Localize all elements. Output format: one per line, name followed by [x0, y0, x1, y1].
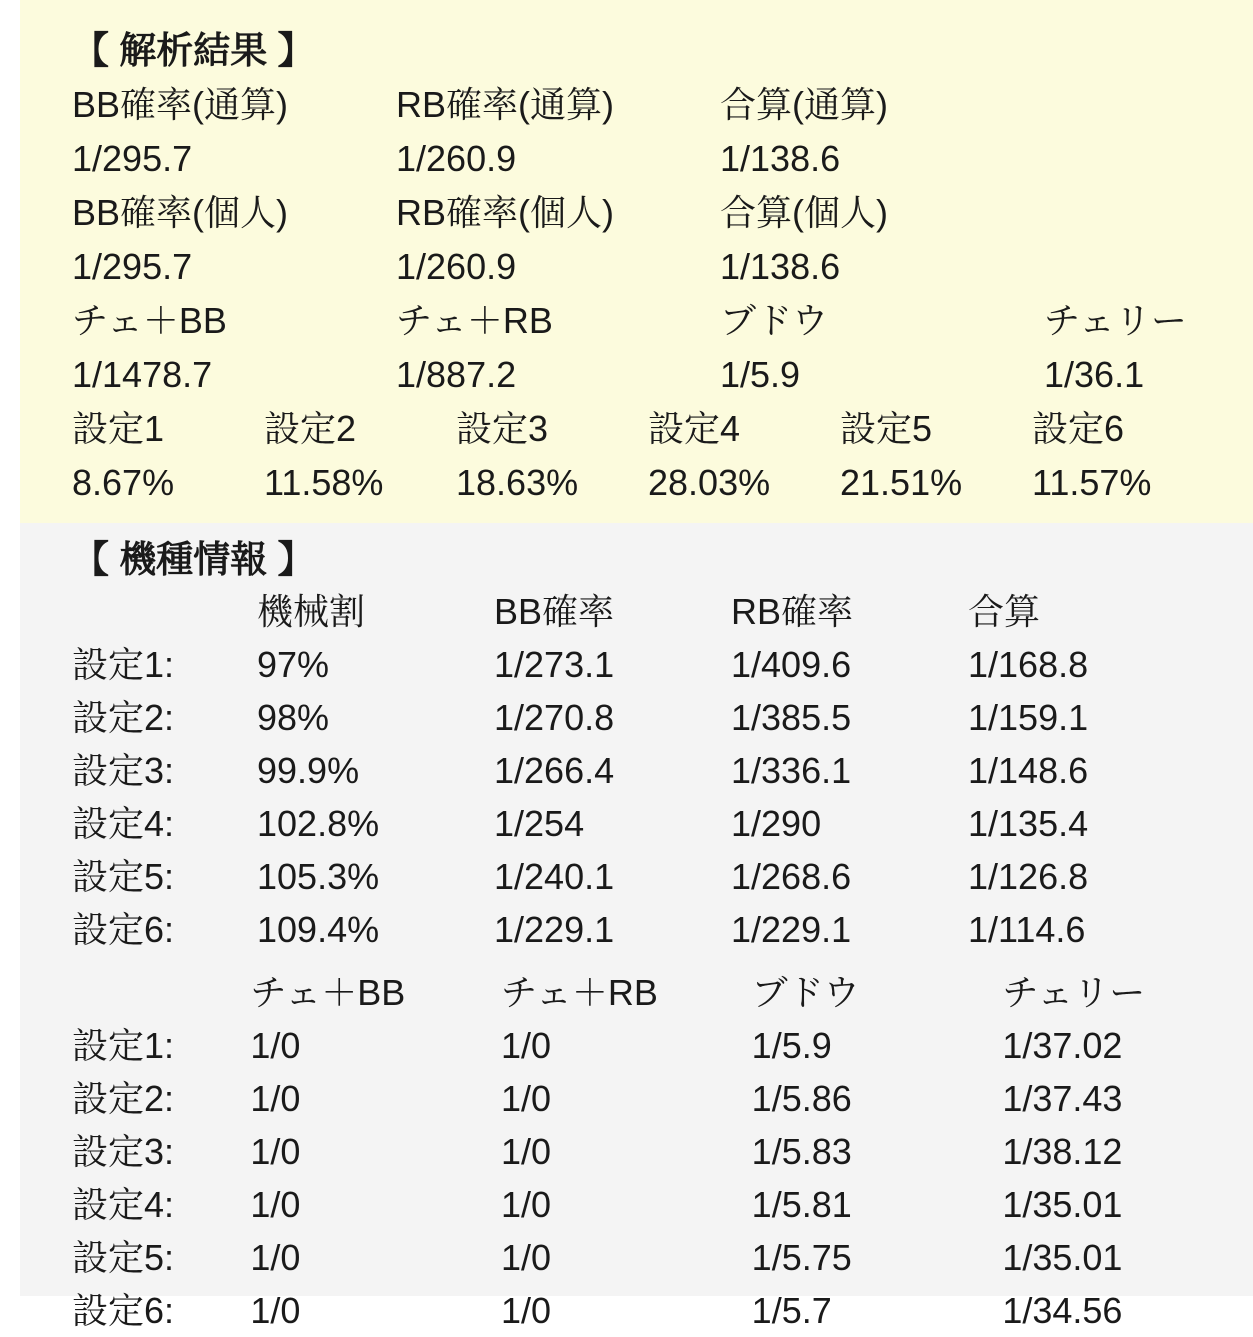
row-label: 設定5: [72, 1237, 175, 1278]
table-row [72, 1231, 1253, 1284]
table-row [72, 903, 1253, 956]
cell-bb-rate: 1/254 [494, 803, 585, 844]
label-setting-1: 設定1 [72, 408, 165, 449]
cell-payout: 97% [257, 644, 330, 685]
row-label: 設定3: [72, 750, 175, 791]
cell-cherry-rb: 1/0 [501, 1237, 552, 1278]
table-row [72, 1125, 1253, 1178]
cell-combined: 1/126.8 [968, 856, 1089, 897]
cell-bb-rate: 1/266.4 [494, 750, 615, 791]
value-setting-6: 11.57% [1032, 462, 1152, 503]
cell-bb-rate: 1/240.1 [494, 856, 615, 897]
cell-bb-rate: 1/229.1 [494, 909, 615, 950]
label-setting-5: 設定5 [840, 408, 933, 449]
table-header-combined: 合算 [968, 591, 1041, 632]
analysis-personal-labels [20, 186, 1253, 240]
table-row [72, 850, 1253, 903]
cell-cherry-bb: 1/0 [250, 1237, 301, 1278]
cell-rb-rate: 1/385.5 [731, 697, 852, 738]
row-label: 設定5: [72, 856, 175, 897]
cell-cherry-rb: 1/0 [501, 1290, 552, 1331]
value-cherry-bb: 1/1478.7 [72, 354, 213, 395]
cell-bb-rate: 1/270.8 [494, 697, 615, 738]
value-setting-2: 11.58% [264, 462, 384, 503]
cell-grape: 1/5.83 [751, 1131, 852, 1172]
cell-cherry: 1/34.56 [1002, 1290, 1123, 1331]
cell-combined: 1/135.4 [968, 803, 1089, 844]
cell-cherry-bb: 1/0 [250, 1078, 301, 1119]
cell-cherry-rb: 1/0 [501, 1131, 552, 1172]
cell-payout: 105.3% [257, 856, 380, 897]
row-label: 設定4: [72, 1184, 175, 1225]
analysis-setting-labels [20, 402, 1253, 456]
machine-info-section-title: 【 機種情報 】 [72, 539, 315, 580]
value-cherry-rb: 1/887.2 [396, 354, 517, 395]
label-bb-rate-personal: BB確率(個人) [72, 192, 289, 233]
machine-info-table-small-roles [20, 966, 1253, 1337]
cell-rb-rate: 1/268.6 [731, 856, 852, 897]
label-cherry: チェリー [1044, 300, 1187, 341]
value-setting-1: 8.67% [72, 462, 175, 503]
cell-cherry: 1/35.01 [1002, 1184, 1123, 1225]
cell-payout: 109.4% [257, 909, 380, 950]
table-row [72, 797, 1253, 850]
analysis-section-title: 【 解析結果 】 [72, 30, 315, 71]
cell-rb-rate: 1/229.1 [731, 909, 852, 950]
table-header-row [72, 966, 1253, 1019]
label-combined-personal: 合算(個人) [720, 192, 888, 233]
cell-grape: 1/5.86 [751, 1078, 852, 1119]
label-cherry-rb: チェ＋RB [396, 300, 553, 341]
analysis-personal-values [20, 240, 1253, 294]
table-header-cherry-rb: チェ＋RB [501, 972, 658, 1013]
row-label: 設定6: [72, 1290, 175, 1331]
value-setting-4: 28.03% [648, 462, 771, 503]
label-rb-rate-total: RB確率(通算) [396, 84, 614, 125]
analysis-overall-values [20, 132, 1253, 186]
value-combined-personal: 1/138.6 [720, 246, 841, 287]
label-combined-total: 合算(通算) [720, 84, 888, 125]
label-setting-6: 設定6 [1032, 408, 1125, 449]
value-rb-rate-personal: 1/260.9 [396, 246, 517, 287]
analysis-bonus-labels [20, 294, 1253, 348]
cell-cherry-bb: 1/0 [250, 1025, 301, 1066]
table-row [72, 1072, 1253, 1125]
table-header-rb-rate: RB確率 [731, 591, 854, 632]
cell-bb-rate: 1/273.1 [494, 644, 615, 685]
table-row [72, 1019, 1253, 1072]
cell-cherry-rb: 1/0 [501, 1184, 552, 1225]
cell-grape: 1/5.75 [751, 1237, 852, 1278]
value-setting-5: 21.51% [840, 462, 963, 503]
label-setting-3: 設定3 [456, 408, 549, 449]
cell-cherry: 1/37.02 [1002, 1025, 1123, 1066]
analysis-overall-labels [20, 78, 1253, 132]
table-spacer [20, 956, 1253, 966]
label-setting-4: 設定4 [648, 408, 741, 449]
cell-cherry-bb: 1/0 [250, 1184, 301, 1225]
analysis-setting-values [20, 456, 1253, 510]
cell-rb-rate: 1/290 [731, 803, 822, 844]
label-cherry-bb: チェ＋BB [72, 300, 227, 341]
cell-payout: 99.9% [257, 750, 360, 791]
table-header-row [72, 585, 1253, 638]
row-label: 設定2: [72, 697, 175, 738]
row-label: 設定4: [72, 803, 175, 844]
cell-cherry-rb: 1/0 [501, 1078, 552, 1119]
table-row [72, 1178, 1253, 1231]
value-setting-3: 18.63% [456, 462, 579, 503]
row-label: 設定6: [72, 909, 175, 950]
cell-payout: 102.8% [257, 803, 380, 844]
row-label: 設定2: [72, 1078, 175, 1119]
value-bb-rate-personal: 1/295.7 [72, 246, 193, 287]
table-header-cherry: チェリー [1002, 972, 1146, 1013]
cell-rb-rate: 1/336.1 [731, 750, 852, 791]
table-row [72, 1284, 1253, 1337]
machine-info-panel [20, 523, 1253, 1331]
cell-cherry: 1/35.01 [1002, 1237, 1123, 1278]
cell-grape: 1/5.7 [751, 1290, 832, 1331]
cell-cherry: 1/37.43 [1002, 1078, 1123, 1119]
table-header-bb-rate: BB確率 [494, 591, 615, 632]
cell-cherry-bb: 1/0 [250, 1131, 301, 1172]
value-rb-rate-total: 1/260.9 [396, 138, 517, 179]
label-bb-rate-total: BB確率(通算) [72, 84, 289, 125]
cell-cherry: 1/38.12 [1002, 1131, 1123, 1172]
table-row [72, 638, 1253, 691]
table-row [72, 691, 1253, 744]
cell-combined: 1/159.1 [968, 697, 1089, 738]
table-row [72, 744, 1253, 797]
label-setting-2: 設定2 [264, 408, 357, 449]
cell-combined: 1/114.6 [968, 909, 1086, 950]
row-label: 設定1: [72, 644, 175, 685]
value-grape: 1/5.9 [720, 354, 801, 395]
cell-combined: 1/148.6 [968, 750, 1089, 791]
row-label: 設定3: [72, 1131, 175, 1172]
analysis-bonus-values [20, 348, 1253, 402]
value-cherry: 1/36.1 [1044, 354, 1145, 395]
value-bb-rate-total: 1/295.7 [72, 138, 193, 179]
label-rb-rate-personal: RB確率(個人) [396, 192, 614, 233]
analysis-result-panel [20, 0, 1253, 523]
cell-cherry-rb: 1/0 [501, 1025, 552, 1066]
cell-rb-rate: 1/409.6 [731, 644, 852, 685]
cell-grape: 1/5.9 [751, 1025, 832, 1066]
cell-combined: 1/168.8 [968, 644, 1089, 685]
analysis-overall-block [20, 78, 1253, 510]
cell-payout: 98% [257, 697, 330, 738]
table-header-payout: 機械割 [257, 591, 366, 632]
cell-cherry-bb: 1/0 [250, 1290, 301, 1331]
value-combined-total: 1/138.6 [720, 138, 841, 179]
label-grape: ブドウ [720, 300, 829, 341]
row-label: 設定1: [72, 1025, 175, 1066]
table-header-cherry-bb: チェ＋BB [250, 972, 406, 1013]
table-header-grape: ブドウ [751, 972, 860, 1013]
machine-info-table-rates [20, 585, 1253, 956]
left-margin [0, 0, 20, 1296]
cell-grape: 1/5.81 [751, 1184, 852, 1225]
